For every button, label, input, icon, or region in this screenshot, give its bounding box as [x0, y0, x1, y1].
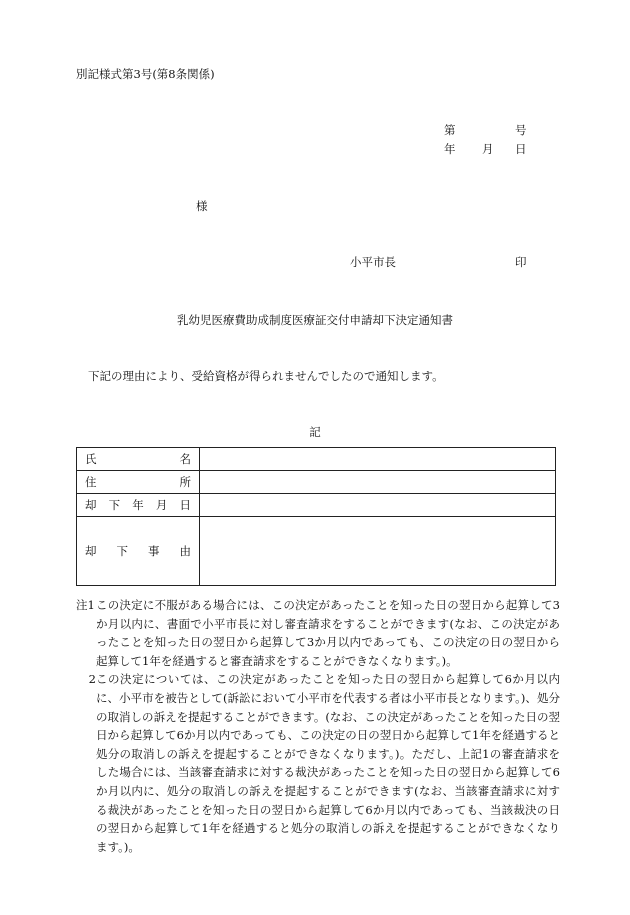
- label-char: 氏: [85, 452, 97, 466]
- note-text: この決定については、この決定があったことを知った日の翌日から起算して6か月以内に、小平市を被告として(訴訟において小平市を代表する者は小平市長となります。)、処分の取消しの訴えを提起することができます。(なお、この決定があったことを知った日の翌日から起算して6か月以内であっても、この決定の日の翌日から起算して1年を経過すると処分の取消しの訴えを提起することができなくなります。)。ただし、上記1の審査請求をした場合には、当該審査請求に対する裁決があったことを知った日の翌日から起算して6か月以内に、処分の取消しの訴えを提起することができます(なお、当該審査請求に対する裁決があったことを知った日の翌日から起算して6か月以内であっても、当該裁決の日の翌日から起算して1年を経過すると処分の取消しの訴えを提起することができなくなります。)。: [96, 672, 560, 854]
- label-name: [77, 448, 200, 471]
- value-rejection-reason[interactable]: [200, 517, 556, 586]
- date-year-label: 年: [444, 142, 456, 156]
- notice-body: 下記の理由により、受給資格が得られませんでしたので通知します。: [88, 369, 444, 383]
- label-char: 下: [116, 544, 128, 558]
- note-item: [76, 596, 560, 670]
- date-day-label: 日: [515, 142, 527, 156]
- label-char: 所: [179, 475, 191, 489]
- label-char: 名: [179, 452, 191, 466]
- notes-section: [76, 596, 560, 856]
- note-item: [76, 670, 560, 856]
- table-row-rejection-date: [77, 494, 556, 517]
- label-rejection-date: [77, 494, 200, 517]
- table-row-name: [77, 448, 556, 471]
- document-number-prefix: 第: [444, 123, 456, 137]
- note-number: 注1: [76, 598, 95, 612]
- label-char: 日: [179, 498, 191, 512]
- label-char: 住: [85, 475, 97, 489]
- label-rejection-reason: [77, 517, 200, 586]
- value-rejection-date[interactable]: [200, 494, 556, 517]
- issuer-name: 小平市長: [350, 255, 396, 269]
- label-char: 由: [179, 544, 191, 558]
- label-char: 月: [155, 498, 168, 512]
- value-address[interactable]: [200, 471, 556, 494]
- label-address: [77, 471, 200, 494]
- document-title: 乳幼児医療費助成制度医療証交付申請却下決定通知書: [177, 313, 453, 327]
- form-number-label: 別記様式第3号(第8条関係): [76, 67, 215, 81]
- value-name[interactable]: [200, 448, 556, 471]
- date-month-label: 月: [482, 142, 494, 156]
- label-char: 下: [108, 498, 121, 512]
- label-char: 年: [132, 498, 144, 512]
- table-row-rejection-reason: [77, 517, 556, 586]
- table-row-address: [77, 471, 556, 494]
- note-number: 2: [88, 672, 96, 687]
- note-text: この決定に不服がある場合には、この決定があったことを知った日の翌日から起算して3か月以内に、書面で小平市長に対し審査請求をすることができます(なお、この決定があったことを知った日の翌日から起算して3か月以内であっても、この決定の日の翌日から起算して1年を経過すると審査請求をすることができなくなります。)。: [96, 598, 560, 668]
- label-char: 却: [85, 544, 97, 558]
- document-number-suffix: 号: [515, 123, 527, 137]
- addressee-suffix: 様: [196, 199, 208, 213]
- seal-mark: 印: [515, 255, 527, 269]
- record-table: [76, 447, 556, 586]
- label-char: 却: [85, 498, 97, 512]
- ki-heading: 記: [309, 425, 321, 439]
- label-char: 事: [148, 544, 160, 558]
